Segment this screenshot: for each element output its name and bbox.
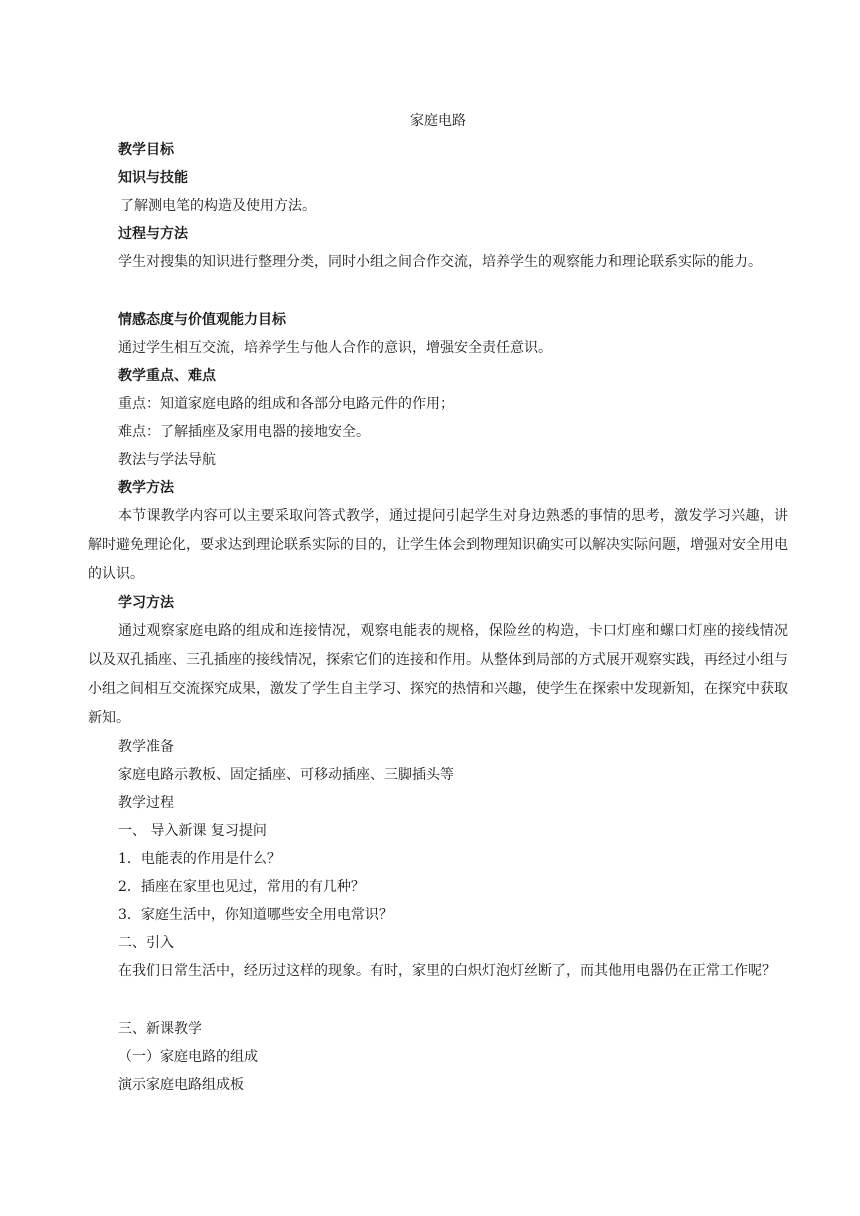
heading-knowledge: 知识与技能: [118, 170, 188, 186]
question-2: 2．插座在家里也见过，常用的有几种？: [118, 879, 365, 895]
heading-step-3: 三、新课教学: [118, 1021, 202, 1037]
text-step-2: 在我们日常生活中，经历过这样的现象。有时，家里的白炽灯泡灯丝断了，而其他用电器仍在正常工作呢？: [118, 963, 776, 979]
heading-teaching-method: 教学方法: [118, 480, 174, 496]
heading-sub-1: （一）家庭电路的组成: [118, 1049, 258, 1065]
heading-key-points: 教学重点、难点: [118, 368, 216, 384]
text-key-point: 重点：知道家庭电路的组成和各部分电路元件的作用；: [118, 396, 454, 412]
document-content: [88, 108, 788, 1099]
heading-step-2: 二、引入: [118, 935, 174, 951]
heading-guide: 教法与学法导航: [118, 452, 216, 468]
question-1: 1．电能表的作用是什么？: [118, 851, 281, 867]
text-teaching-method: 本节课教学内容可以主要采取问答式教学，通过提问引起学生对身边熟悉的事情的思考，激发学习兴趣，讲解时避免理论化，要求达到理论联系实际的目的，让学生体会到物理知识确实可以解决实际问题，增强对安全用电的认识。: [88, 508, 788, 582]
heading-process-method: 过程与方法: [118, 226, 188, 242]
text-learning-method: 通过观察家庭电路的组成和连接情况，观察电能表的规格，保险丝的构造，卡口灯座和螺口灯座的接线情况以及双孔插座、三孔插座的接线情况，探索它们的连接和作用。从整体到局部的方式展开观察实践，再经过小组与小组之间相互交流探究成果，激发了学生自主学习、探究的热情和兴趣，使学生在探索中发现新知，在探究中获取新知。: [88, 623, 788, 726]
question-3: 3．家庭生活中，你知道哪些安全用电常识？: [118, 907, 393, 923]
heading-teaching-process: 教学过程: [118, 795, 174, 811]
text-difficult-point: 难点：了解插座及家用电器的接地安全。: [118, 424, 370, 440]
heading-learning-method: 学习方法: [118, 595, 174, 611]
heading-emotion: 情感态度与价值观能力目标: [118, 312, 286, 328]
heading-step-1: 一、 导入新课 复习提问: [118, 823, 267, 839]
text-knowledge: 了解测电笔的构造及使用方法。: [120, 198, 316, 214]
heading-preparation: 教学准备: [118, 739, 174, 755]
text-sub-1: 演示家庭电路组成板: [118, 1077, 244, 1093]
document-title: 家庭电路: [410, 113, 466, 129]
text-preparation: 家庭电路示教板、固定插座、可移动插座、三脚插头等: [118, 767, 454, 783]
heading-teaching-goals: 教学目标: [118, 142, 174, 158]
text-process-method: 学生对搜集的知识进行整理分类，同时小组之间合作交流，培养学生的观察能力和理论联系实际的能力。: [118, 254, 762, 270]
text-emotion: 通过学生相互交流，培养学生与他人合作的意识，增强安全责任意识。: [118, 340, 552, 356]
